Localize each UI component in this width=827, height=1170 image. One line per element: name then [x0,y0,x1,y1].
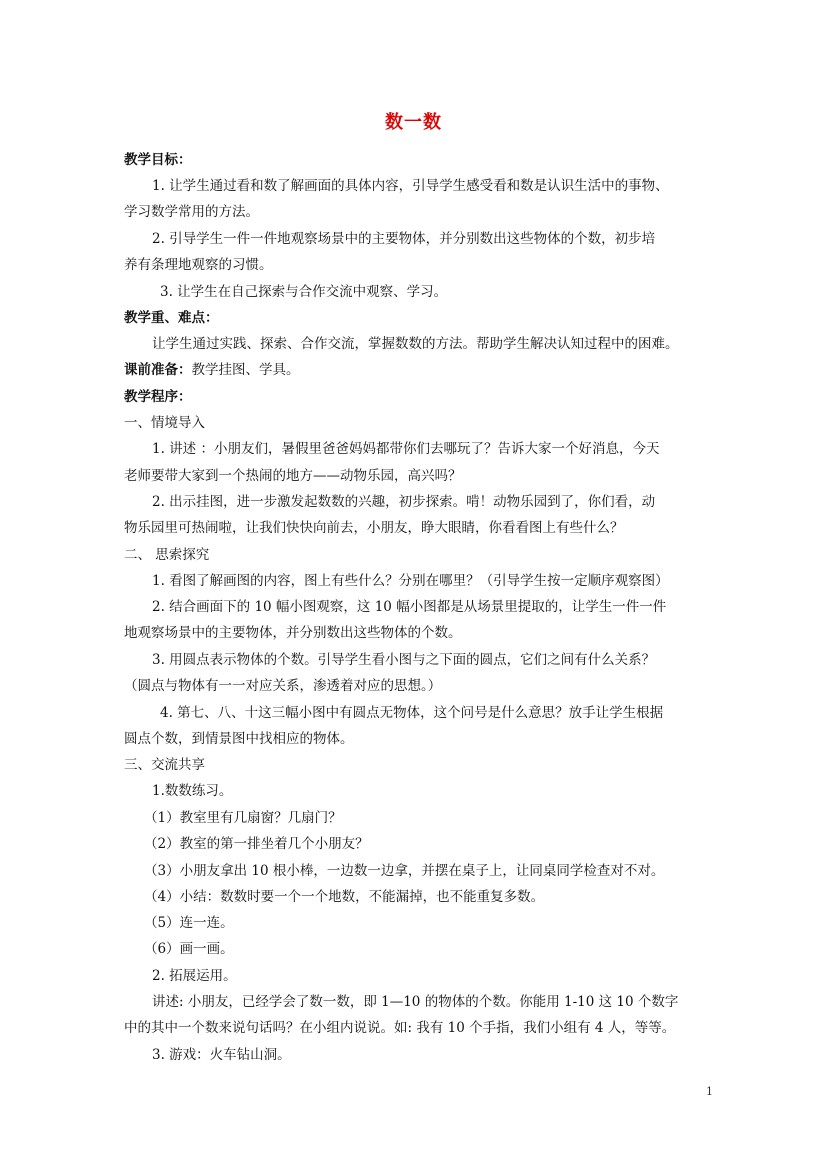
text-line: （5）连一连。 [144,915,234,931]
text-line: （6）画一画。 [144,941,234,957]
text-line: 3. 游戏：火车钻山洞。 [152,1047,291,1063]
text-line: 让学生通过实践、探索、合作交流，掌握数数的方法。帮助学生解决认知过程中的困难。 [152,336,679,352]
text-line: （1）教室里有几扇窗？几扇门？ [144,810,342,826]
preparation-text: 教学挂图、学具。 [191,362,300,378]
text-line: 学习数学常用的方法。 [124,204,259,220]
text-line: 物乐园里可热闹啦，让我们快快向前去，小朋友，睁大眼睛，你看看图上有些什么？ [124,520,624,536]
page-number: 1 [706,1085,713,1098]
text-line: 中的其中一个数来说句话吗？在小组内说说。如: 我有 10 个手指，我们小组有 4 人，等等。 [124,1020,676,1036]
text-line: （2）教室的第一排坐着几个小朋友？ [144,836,369,852]
text-line: 地观察场景中的主要物体，并分别数出这些物体的个数。 [124,625,462,641]
text-line: 2. 拓展运用。 [152,968,237,984]
text-line: 1. 让学生通过看和数了解画面的具体内容，引导学生感受看和数是认识生活中的事物、 [152,178,669,194]
prep-line [124,360,300,380]
text-line: 1. 看图了解画图的内容，图上有些什么？分别在哪里？（引导学生按一定顺序观察图） [152,573,669,589]
text-line: （4）小结：数数时要一个一个地数，不能漏掉，也不能重复多数。 [144,889,545,905]
text-line: （圆点与物体有一一对应关系，渗透着对应的思想。） [124,678,442,694]
text-line: 3. 让学生在自己探索与合作交流中观察、学习。 [160,284,448,300]
document-title: 数一数 [385,112,442,133]
heading-preparation: 课前准备： [124,362,192,378]
text-line: 2. 引导学生一件一件地观察场景中的主要物体，并分别数出这些物体的个数，初步培 [152,231,656,247]
text-line: 1.数数练习。 [152,783,233,799]
heading-teaching-goals: 教学目标： [124,152,192,168]
section-heading: 二、 思索探究 [124,547,210,563]
text-line: 养有条理地观察的习惯。 [124,257,273,273]
text-line: 1. 讲述 ：小朋友们，暑假里爸爸妈妈都带你们去哪玩了？告诉大家一个好消息，今天 [152,441,660,457]
text-line: 讲述: 小朋友，已经学会了数一数，即 1—10 的物体的个数。你能用 1-10 这 10 个数字 [152,994,679,1010]
text-line: 老师要带大家到一个热闹的地方——动物乐园，高兴吗？ [124,468,462,484]
text-line: 2. 结合画面下的 10 幅小图观察，这 10 幅小图都是从场景里提取的，让学生一件一件 [152,599,667,615]
text-line: 2. 出示挂图，进一步激发起数数的兴趣，初步探索。啃！动物乐园到了，你们看，动 [152,494,656,510]
text-line: 4. 第七、八、十这三幅小图中有圆点无物体，这个问号是什么意思？放手让学生根据 [160,705,664,721]
heading-key-points: 教学重、难点： [124,310,219,326]
text-line: 圆点个数，到情景图中找相应的物体。 [124,731,354,747]
heading-procedure: 教学程序： [124,389,192,405]
section-heading: 一、情境导入 [124,415,205,431]
text-line: （3）小朋友拿出 10 根小棒，一边数一边拿，并摆在桌子上，让同桌同学检查对不对。 [144,863,665,879]
text-line: 3. 用圆点表示物体的个数。引导学生看小图与之下面的圆点，它们之间有什么关系？ [152,652,656,668]
section-heading: 三、交流共享 [124,757,205,773]
